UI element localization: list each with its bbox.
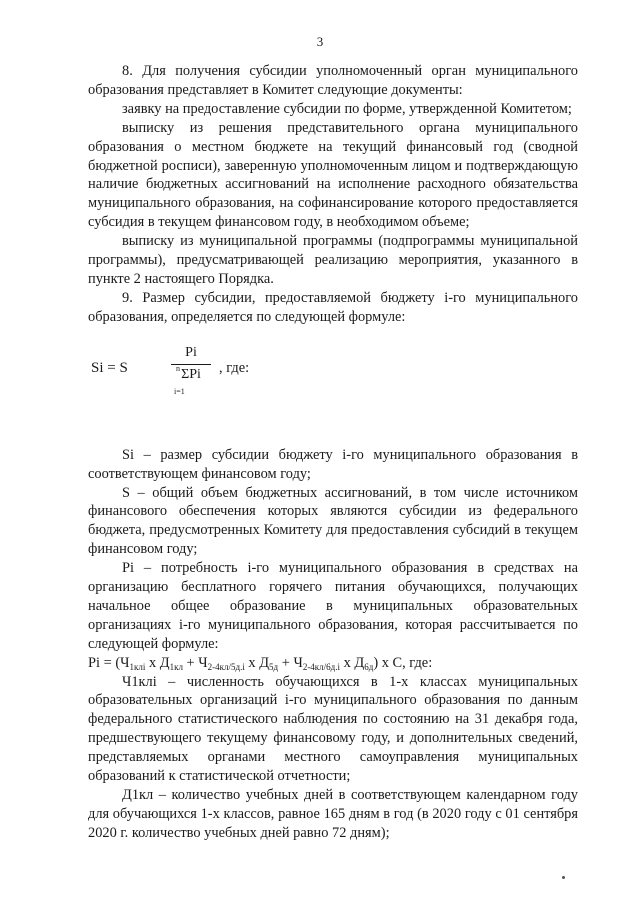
f2-term: ) x C, где: <box>373 654 433 671</box>
formula-lhs: Si = S <box>91 359 128 376</box>
formula-denominator <box>171 363 211 396</box>
paragraph-budget-extract: выписку из решения представительного органа муниципального образования о местном бюджете на текущий финансовый год (сводной бюджетной росписи), заверенную уполномоченным лицом и подтверждающую наличие бюджетных ассигнований на исполнение расходного обязательства муниципального образования, на софинансирование которого предоставляется субсидия в текущем финансовом году, в необходимом объеме; <box>88 119 578 231</box>
need-formula <box>88 654 578 673</box>
f2-term: = (Ч <box>100 654 130 671</box>
paragraph-8: 8. Для получения субсидии уполномоченный орган муниципального образования представляет в Комитет следующие документы: <box>88 63 578 98</box>
definition-d: Д1кл – количество учебных дней в соответствующем календарном году для обучающихся 1-х классов, равное 165 дням в год (в 2020 году с 01 сентября 2020 г. количество учебных дней равно 72 дням); <box>88 787 578 841</box>
document-body <box>88 62 578 843</box>
paragraph-9: 9. Размер субсидии, предоставляемой бюджету i-го муниципального образования, определяется по следующей формуле: <box>88 289 578 325</box>
f2-sub: 1кл <box>169 661 183 672</box>
formula-fraction <box>171 344 211 396</box>
f2-term: x Д <box>244 654 270 671</box>
f2-pi: Pi <box>88 654 101 671</box>
scan-dot <box>562 876 565 879</box>
definition-s: S – общий объем бюджетных ассигнований, в том числе источником финансового обеспечения которых являются субсидии из федерального бюджета, предусмотренных Комитету для предоставления субсидий в текущем финансовом году; <box>88 484 578 558</box>
formula-numerator: Pi <box>171 344 211 365</box>
f2-sub: 1клi <box>129 661 146 672</box>
f2-sub: 5д <box>269 661 279 672</box>
sum-lower-limit: i=1 <box>174 386 185 396</box>
sum-upper-limit: n <box>176 363 180 373</box>
f2-term: + Ч <box>278 654 303 671</box>
formula-tail: , где: <box>219 359 250 376</box>
definition-ch: Ч1клi – численность обучающихся в 1-х классах муниципальных образовательных организаций i-го муниципального образования по данным федерального статистического наблюдения по состоянию на 31 декабря года, предшествующего текущему финансовому году, и дополнительных сведений, представляемых органами местного самоуправления муниципальных образований к статистической отчетности; <box>88 673 578 785</box>
f2-term: + Ч <box>182 654 208 671</box>
f2-sub: 2-4кл/6д.i <box>302 661 341 672</box>
f2-term: x Д <box>340 654 365 671</box>
f2-sub: 6д <box>364 661 374 672</box>
page-number: 3 <box>316 34 324 49</box>
subsidy-formula <box>88 342 578 408</box>
paragraph-application: заявку на предоставление субсидии по форме, утвержденной Комитетом; <box>122 100 572 117</box>
f2-sub: 2-4кл/5д.i <box>207 661 245 672</box>
sum-expression: ΣPi <box>181 366 201 382</box>
paragraph-program-extract: выписку из муниципальной программы (подпрограммы муниципальной программы), предусматривающей реализацию мероприятия, указанного в пункте 2 настоящего Порядка. <box>88 233 578 287</box>
definition-pi: Pi – потребность i-го муниципального образования в средствах на организацию бесплатного горячего питания обучающихся, получающих начальное общее образование в муниципальных образовательных организациях i-го муниципального образования, которая рассчитывается по следующей формуле: <box>88 560 578 652</box>
f2-term: x Д <box>145 654 170 671</box>
definition-si: Si – размер субсидии бюджету i-го муниципального образования в соответствующем финансовом году; <box>88 446 578 482</box>
